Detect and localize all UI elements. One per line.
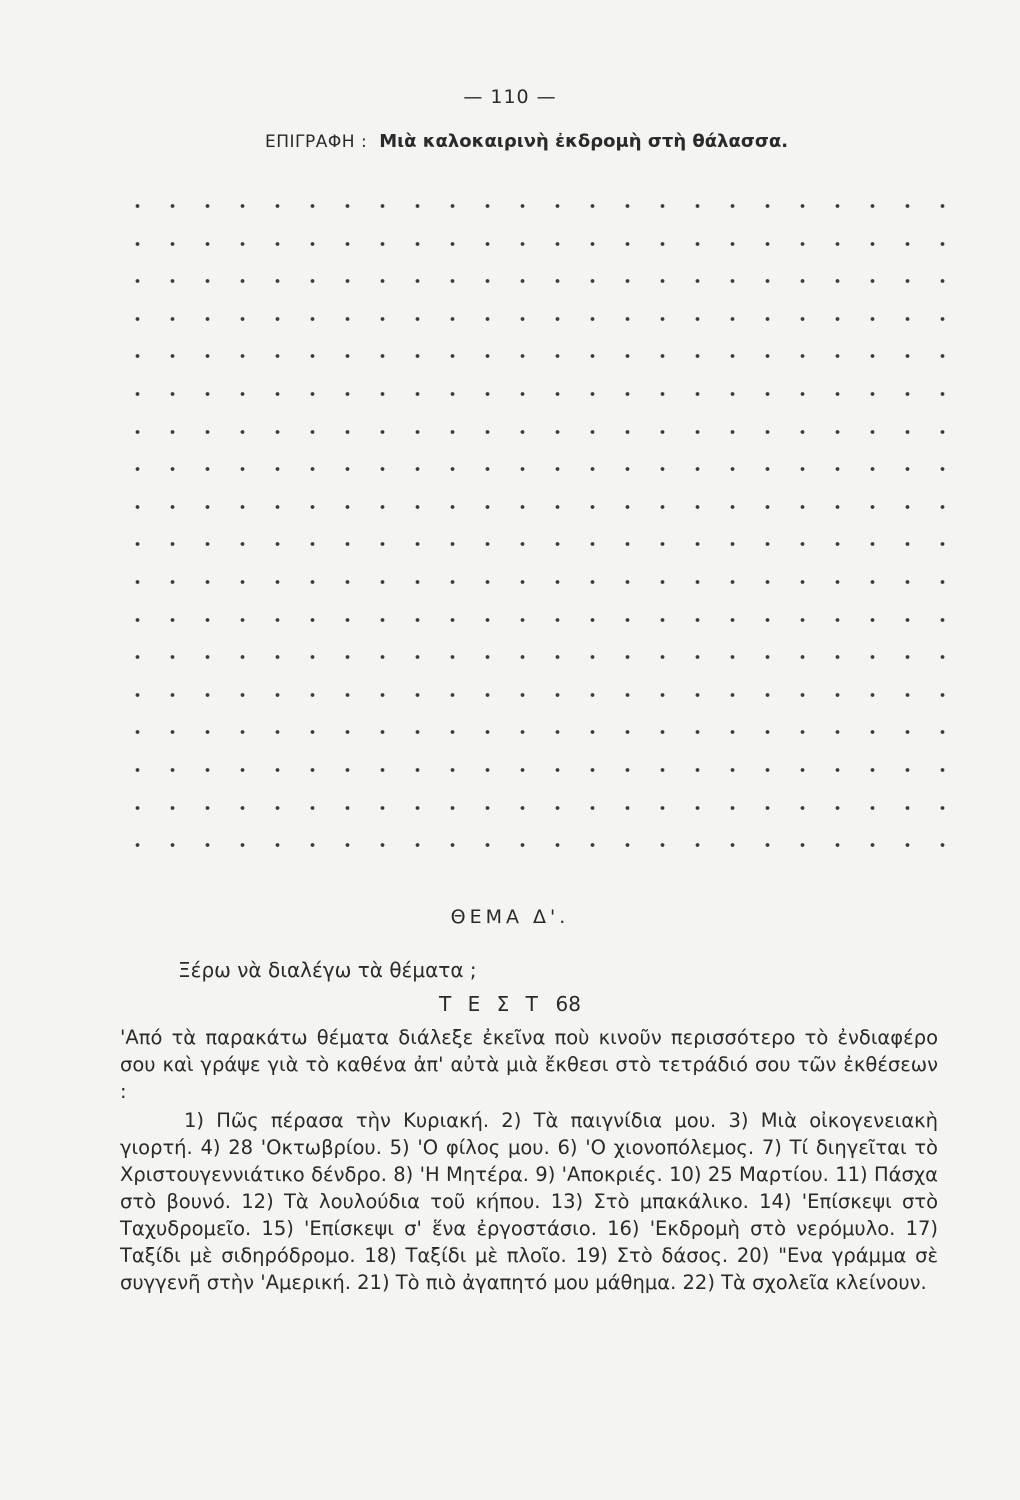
dotted-line xyxy=(120,653,950,661)
dotted-line xyxy=(120,728,950,736)
dotted-line xyxy=(120,804,950,812)
topics-list: 1) Πῶς πέρασα τὴν Κυριακή. 2) Τὰ παιγνίδια μου. 3) Μιὰ οἰκογενειακὴ γιορτή. 4) 28 'Οκτωβρίου. 5) 'Ο φίλος μου. 6) 'Ο χιονοπόλεμος. 7) Τί διηγεῖται τὸ Χριστουγεννιάτικο δένδρο. 8) 'Η Μητέρα. 9) 'Αποκριές. 10) 25 Μαρτίου. 11) Πάσχα στὸ βουνό. 12) Τὰ λουλούδια τοῦ κήπου. 13) Στὸ μπακάλικο. 14) 'Επίσκεψι στὸ Ταχυδρομεῖο. 15) 'Επίσκεψι σ' ἕνα ἐργοστάσιο. 16) 'Εκδρομὴ στὸ νερόμυλο. 17) Ταξίδι μὲ σιδηρόδρομο. 18) Ταξίδι μὲ πλοῖο. 19) Στὸ δάσος. 20) "Ενα γράμμα σὲ συγγενῆ στὴν 'Αμερική. 21) Τὸ πιὸ ἀγαπητό μου μάθημα. 22) Τὰ σχολεῖα κλείνουν. xyxy=(120,1109,938,1294)
theme-heading: ΘΕΜΑ Δ'. xyxy=(450,906,570,928)
epigraph-title: Μιὰ καλοκαιρινὴ ἐκδρομὴ στὴ θάλασσα. xyxy=(379,131,789,152)
dotted-line xyxy=(120,428,950,436)
epigraph-label: ΕΠΙΓΡΑΦΗ : xyxy=(265,132,368,152)
dotted-line xyxy=(120,540,950,548)
dotted-line xyxy=(120,766,950,774)
dotted-line xyxy=(120,240,950,248)
page-number: — 110 — xyxy=(463,86,557,108)
instructions-intro: 'Από τὰ παρακάτω θέματα διάλεξε ἐκεῖνα ποὺ κινοῦν περισσότερο τὸ ἐνδιαφέρο σου καὶ γράψε γιὰ τὸ καθένα ἀπ' αὐτὰ μιὰ ἔκθεσι στὸ τετράδιό σου τῶν ἐκθέσεων : xyxy=(120,1026,938,1103)
dotted-line xyxy=(120,616,950,624)
instructions-body xyxy=(120,1024,938,1296)
dotted-writing-area xyxy=(120,182,950,862)
test-heading xyxy=(0,992,1020,1016)
dotted-line xyxy=(120,352,950,360)
dotted-line xyxy=(120,465,950,473)
dotted-line xyxy=(120,390,950,398)
dotted-line xyxy=(120,503,950,511)
dotted-line xyxy=(120,841,950,849)
theme-question: Ξέρω νὰ διαλέγω τὰ θέματα ; xyxy=(178,958,477,982)
dotted-line xyxy=(120,202,950,210)
test-label: Τ Ε Σ Τ xyxy=(439,992,543,1016)
epigraph xyxy=(265,131,788,152)
dotted-line xyxy=(120,277,950,285)
test-number: 68 xyxy=(555,992,581,1016)
dotted-line xyxy=(120,578,950,586)
dotted-line xyxy=(120,315,950,323)
dotted-line xyxy=(120,691,950,699)
